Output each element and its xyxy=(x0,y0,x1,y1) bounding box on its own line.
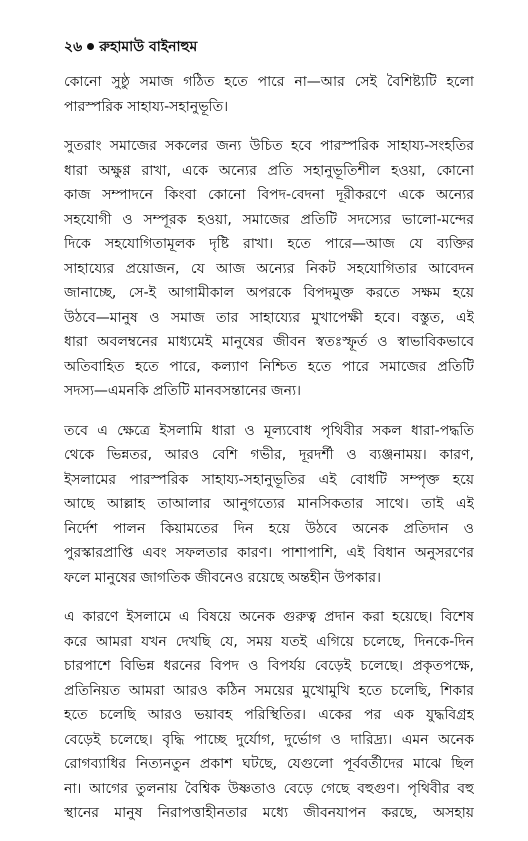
text-line: জানাচ্ছে, সে-ই আগামীকাল অপরকে বিপদমুক্ত করতে সক্ষম হয়ে xyxy=(64,285,474,301)
text-line: রোগব্যাধির নিত্যনতুন প্রকাশ ঘটছে, যেগুলো পূর্ববর্তীদের মাঝে ছিল xyxy=(64,756,474,772)
text-line: ধারা অবলম্বনের মাধ্যমেই মানুষের জীবন স্বতঃস্ফূর্ত ও স্বাভাবিকভাবে xyxy=(64,334,474,350)
book-title: রুহামাউ বাইনাহুম xyxy=(99,39,198,55)
text-line: প্রতিনিয়ত আমরা আরও কঠিন সময়ের মুখোমুখি হতে চলেছি, শিকার xyxy=(64,682,474,699)
text-line: স্থানের মানুষ নিরাপত্তাহীনতার মধ্যে জীবনযাপন করছে, অসহায় xyxy=(64,805,474,821)
paragraph xyxy=(64,419,474,591)
text-line: সদস্য—এমনকি প্রতিটি মানবসন্তানের জন্য। xyxy=(64,383,302,399)
paragraph xyxy=(64,134,474,404)
text-line: করে আমরা যখন দেখছি যে, সময় যতই এগিয়ে চলেছে, দিনকে-দিন xyxy=(64,633,474,650)
text-line: নির্দেশ পালন কিয়ামতের দিন হয়ে উঠবে অনেক প্রতিদান ও xyxy=(64,520,474,537)
text-line: সুতরাং সমাজের সকলের জন্য উচিত হবে পারস্পরিক সাহায্য-সংহতির xyxy=(64,138,474,154)
text-line: উঠবে—মানুষ ও সমাজ তার সাহায্যের মুখাপেক্ষী হবে। বস্তুত, এই xyxy=(64,309,474,326)
text-line: এ কারণে ইসলামে এ বিষয়ে অনেক গুরুত্ব প্রদান করা হয়েছে। বিশেষ xyxy=(64,609,474,625)
text-line: ফলে মানুষের জাগতিক জীবনেও রয়েছে অন্তহীন উপকার। xyxy=(64,569,382,586)
text-line: সহযোগী ও সম্পূরক হওয়া, সমাজের প্রতিটি সদস্যের ভালো-মন্দের xyxy=(64,211,474,228)
text-line: পুরস্কারপ্রাপ্তি এবং সফলতার কারণ। পাশাপাশি, এই বিধান অনুসরণের xyxy=(64,545,474,561)
text-line: ইসলামের পারস্পরিক সাহায্য-সহানুভূতির এই বোধটি সম্পৃক্ত হয়ে xyxy=(64,471,474,488)
paragraph xyxy=(64,70,474,119)
text-line: অতিবাহিত হতে পারে, কল্যাণ নিশ্চিত হতে পারে সমাজের প্রতিটি xyxy=(64,358,474,375)
page-number: ২৬ xyxy=(64,39,83,55)
text-line: ধারা অক্ষুণ্ণ রাখা, একে অন্যের প্রতি সহানুভূতিশীল হওয়া, কোনো xyxy=(64,162,474,179)
text-line: হতে চলেছি আরও ভয়াবহ পরিস্থিতির। একের পর এক যুদ্ধবিগ্রহ xyxy=(64,707,474,723)
text-line: বেড়েই চলেছে। বৃদ্ধি পাচ্ছে দুর্যোগ, দুর্ভোগ ও দারিদ্র্য। এমন অনেক xyxy=(64,731,474,748)
text-line: থেকে ভিন্নতর, আরও বেশি গভীর, দূরদর্শী ও ব্যঞ্জনাময়। কারণ, xyxy=(64,447,474,463)
text-line: পারস্পরিক সাহায্য-সহানুভূতি। xyxy=(64,98,229,115)
running-header xyxy=(64,38,474,56)
text-line: দিকে সহযোগিতামূলক দৃষ্টি রাখা। হতে পারে—আজ যে ব্যক্তির xyxy=(64,236,474,252)
paragraph xyxy=(64,605,474,826)
text-line: চারপাশে বিভিন্ন ধরনের বিপদ ও বিপর্যয় বেড়েই চলেছে। প্রকৃতপক্ষে, xyxy=(64,658,474,674)
text-line: তবে এ ক্ষেত্রে ইসলামি ধারা ও মূল্যবোধ পৃথিবীর সকল ধারা-পদ্ধতি xyxy=(64,422,474,439)
text-line: সাহায্যের প্রয়োজন, যে আজ অন্যের নিকট সহযোগিতার আবেদন xyxy=(64,260,474,277)
book-page xyxy=(64,38,474,841)
text-line: কোনো সুষ্ঠু সমাজ গঠিত হতে পারে না—আর সেই বৈশিষ্ট্যটি হলো xyxy=(64,74,474,90)
text-line: আছে আল্লাহ তাআলার আনুগত্যের মানসিকতার সাথে। তাই এই xyxy=(64,496,474,512)
bullet-icon xyxy=(87,43,94,50)
text-line: কাজ সম্পাদনে কিংবা কোনো বিপদ-বেদনা দূরীকরণে একে অন্যের xyxy=(64,187,474,203)
text-line: না। আগের তুলনায় বৈশ্বিক উষ্ণতাও বেড়ে গেছে বহুগুণ। পৃথিবীর বহু xyxy=(64,780,474,797)
